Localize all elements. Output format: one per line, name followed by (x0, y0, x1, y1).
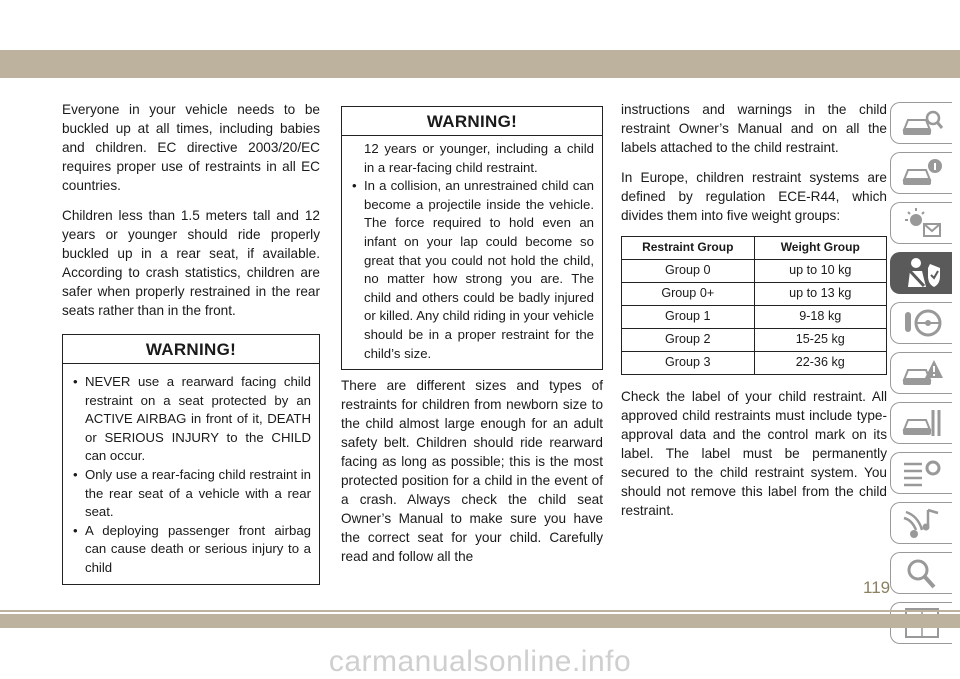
car-search-icon (900, 106, 944, 140)
specs-gear-icon (900, 456, 944, 490)
tab-car-warning[interactable] (890, 352, 952, 394)
table-row (622, 352, 887, 375)
table-row (622, 283, 887, 306)
children-paragraph: Children less than 1.5 meters tall and 12 years or younger should ride properly buckled up in a rear seat, if available. According to crash statistics, children are safer when properly restrained in the rear seats rather than in the front. (62, 208, 320, 318)
multimedia-icon (900, 506, 944, 540)
column-left (62, 100, 320, 585)
table-cell: up to 10 kg (754, 260, 887, 283)
table-cell: 22-36 kg (754, 352, 887, 375)
table-cell: Group 0 (622, 260, 755, 283)
warning-item: • Only use a rear-facing child restraint in the rear seat of a vehicle with a rear seat. (73, 466, 311, 522)
column-right (621, 100, 887, 531)
table-row (622, 306, 887, 329)
column-middle (341, 100, 603, 577)
tab-car-wrench[interactable] (890, 402, 952, 444)
tab-specs[interactable] (890, 452, 952, 494)
car-wrench-icon (900, 406, 944, 440)
label-paragraph: Check the label of your child restraint. All approved child restraints must include type-approval data and the control mark on its label. The label must be permanently secured to the child restraint system. You should not remove this label from the child restraint. (621, 389, 887, 518)
tab-car-info[interactable] (890, 152, 952, 194)
warning-lights-message-icon (900, 206, 944, 240)
header-band (0, 50, 960, 78)
table-header-cell: Restraint Group (622, 237, 755, 260)
footer-line (0, 610, 960, 612)
search-icon (900, 556, 944, 590)
car-info-icon (900, 156, 944, 190)
tab-seat-safety[interactable] (890, 252, 952, 294)
table-cell: Group 3 (622, 352, 755, 375)
table-cell: Group 2 (622, 329, 755, 352)
table-cell: 9-18 kg (754, 306, 887, 329)
europe-paragraph: In Europe, children restraint systems are defined by regulation ECE-R44, which divides them into five weight groups: (621, 170, 887, 223)
warning-list (342, 136, 602, 369)
table-row (622, 260, 887, 283)
warning-box-2 (341, 106, 603, 370)
warning-list (63, 364, 319, 584)
footer-band (0, 614, 960, 628)
steering-key-icon (900, 306, 944, 340)
tab-car-search[interactable] (890, 102, 952, 144)
watermark: carmanualsonline.info (328, 645, 632, 678)
tab-multimedia[interactable] (890, 502, 952, 544)
seat-safety-icon (900, 256, 944, 290)
table-row (622, 329, 887, 352)
warning-item: • A deploying passenger front airbag can cause death or serious injury to a child (73, 522, 311, 578)
intro-paragraph: Everyone in your vehicle needs to be buckled up at all times, including babies and children. EC directive 2003/20/EC requires proper use of restraints in all EC countries. (62, 102, 320, 193)
table-cell: 15-25 kg (754, 329, 887, 352)
warning-item-continued: 12 years or younger, including a child in a rear-facing child restraint. (364, 141, 594, 175)
restraint-types-paragraph: There are different sizes and types of restraints for children from newborn size to the child almost large enough for an adult safety belt. Children should ride rearward facing as long as possible; this is the most protected position for a child in the event of a crash. Always check the child seat Owner’s Manual to make sure you have the correct seat for your child. Carefully read and follow all the (341, 378, 603, 565)
chapter-tabs (890, 102, 960, 652)
instructions-paragraph: instructions and warnings in the child restraint Owner’s Manual and on all the labels attached to the child restraint. (621, 102, 887, 155)
warning-item: • In a collision, an unrestrained child can become a projectile inside the vehicle. The force required to hold even an infant on your lap could become so great that you could not hold the child, no matter how strong you are. The child and others could be badly injured or killed. Any child riding in your vehicle should be in a proper restraint for the child’s size. (352, 177, 594, 363)
table-cell: up to 13 kg (754, 283, 887, 306)
page-number: 119 (863, 578, 891, 597)
tab-steering-key[interactable] (890, 302, 952, 344)
weight-group-table (621, 236, 887, 375)
car-warning-icon (900, 356, 944, 390)
warning-title: WARNING! (63, 335, 319, 364)
table-cell: Group 1 (622, 306, 755, 329)
tab-warning-lights[interactable] (890, 202, 952, 244)
table-cell: Group 0+ (622, 283, 755, 306)
table-header-cell: Weight Group (754, 237, 887, 260)
table-header-row (622, 237, 887, 260)
warning-box-1 (62, 334, 320, 585)
warning-item: • NEVER use a rearward facing child restraint on a seat protected by an ACTIVE AIRBAG in front of it, DEATH or SERIOUS INJURY to the CHILD can occur. (73, 373, 311, 466)
tab-search[interactable] (890, 552, 952, 594)
warning-title: WARNING! (342, 107, 602, 136)
